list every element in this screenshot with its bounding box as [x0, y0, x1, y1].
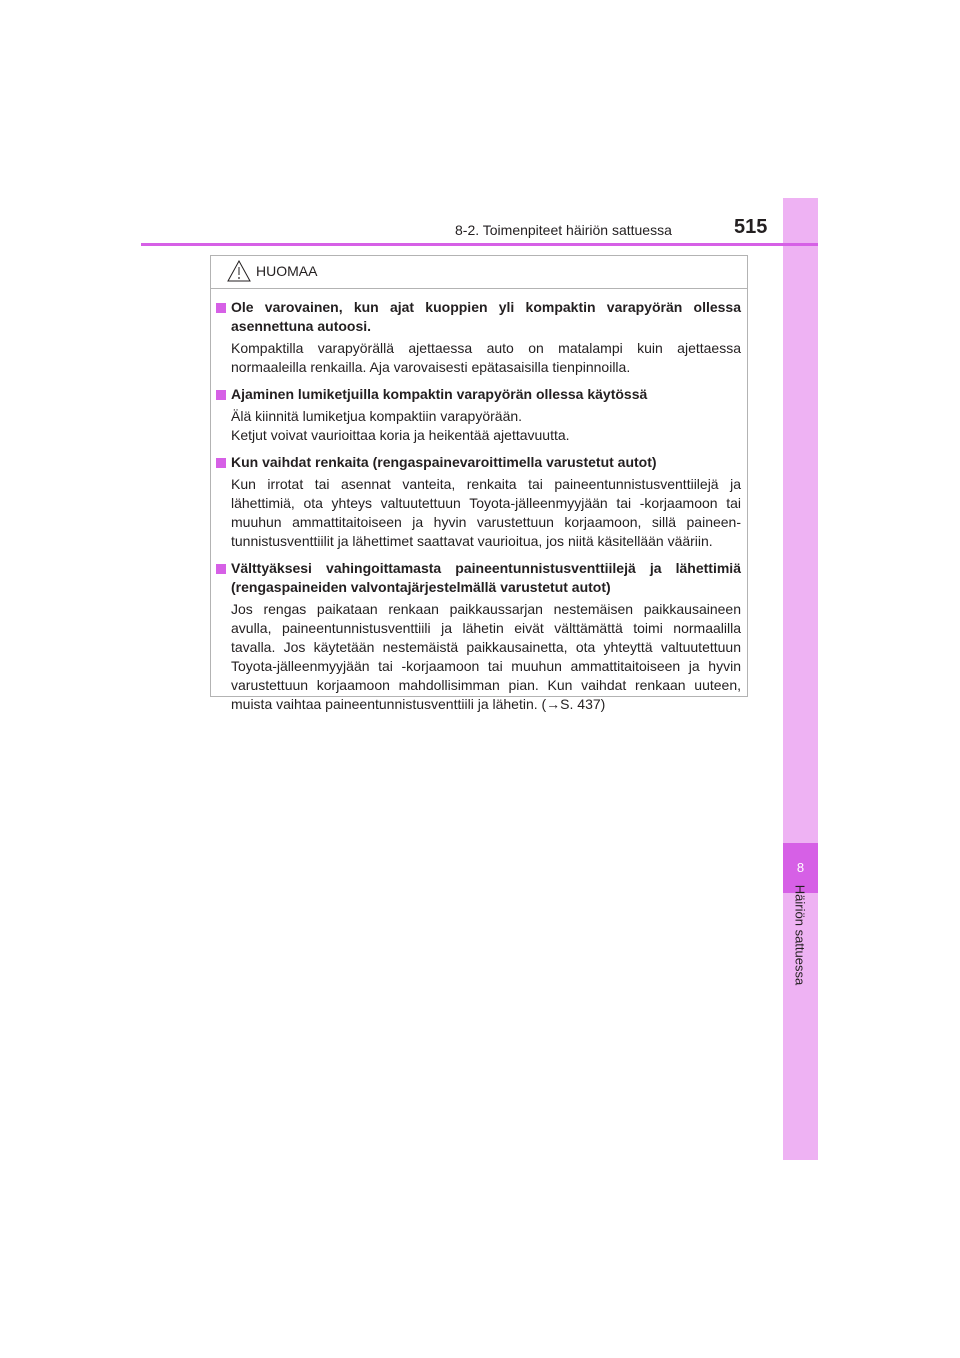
warning-triangle-icon	[227, 260, 251, 282]
square-bullet-icon	[216, 390, 226, 400]
square-bullet-icon	[216, 458, 226, 468]
square-bullet-icon	[216, 564, 226, 574]
notice-body	[211, 289, 747, 714]
item-text	[215, 600, 741, 714]
chapter-tab: 8	[783, 843, 818, 893]
item-heading-text: Ole varovainen, kun ajat kuoppien yli kompaktin varapyörän ollessa asennettuna autoosi.	[231, 299, 741, 334]
item-heading-text: Kun vaihdat renkaita (rengaspainevaroittimella varustetut autot)	[231, 454, 657, 470]
item-text	[215, 475, 741, 551]
item-text	[215, 407, 741, 445]
item-heading	[215, 453, 741, 472]
notice-item	[215, 559, 741, 714]
notice-item	[215, 453, 741, 551]
item-heading	[215, 559, 741, 597]
item-paragraph: Kompaktilla varapyörällä ajettaessa auto on matalampi kuin ajettaessa normaaleilla renkailla. Aja varovaisesti epätasaisilla tienpinnoilla.	[231, 340, 741, 375]
section-title: 8-2. Toimenpiteet häiriön sattuessa	[455, 222, 672, 238]
item-paragraph: Älä kiinnitä lumiketjua kompaktiin varapyörään.	[231, 408, 523, 424]
header-divider	[141, 243, 818, 246]
item-heading-text: Välttyäksesi vahingoittamasta paineentunnistusventtiilejä ja lähettimiä (rengaspaineiden valvontajärjestelmällä varustetut autot)	[231, 560, 741, 595]
item-paragraph: Kun irrotat tai asennat vanteita, renkaita tai paineentunnistusventtiilejä ja lähettimiä, ota yhteys valtuutettuun Toyota-jälleenmyyjään tai -korjaamoon tai muuhun ammattitaitoiseen ja hyvin varustettuun korjaamoon, sillä paineen-tunnistusventtiilit ja lähettimet saattavat vaurioitua, jos niitä käsitellään vääriin.	[231, 476, 741, 549]
notice-item	[215, 298, 741, 377]
side-chapter-strip	[783, 198, 818, 1160]
item-heading	[215, 385, 741, 404]
square-bullet-icon	[216, 303, 226, 313]
item-paragraph: Jos rengas paikataan renkaan paikkaussarjan nestemäisen paikkausaineen avulla, paineentunnistusventtiili ja lähetin eivät välttämättä toimi normaalilla tavalla. Jos käytetään nestemäistä paikkausainetta, ota yhteyttä valtuutettuun Toyota-jälleenmyyjään tai -korjaamoon tai muuhun ammattitaitoiseen ja hyvin varustettuun korjaamoon mahdollisimman pian. Kun vaihdat renkaan uuteen, muista vaihtaa paineentunnistusventtiili ja lähetin. (→S. 437)	[231, 601, 741, 712]
item-heading	[215, 298, 741, 336]
notice-header	[211, 256, 747, 289]
chapter-label: Häiriön sattuessa	[792, 884, 808, 986]
item-heading-text: Ajaminen lumiketjuilla kompaktin varapyörän ollessa käytössä	[231, 386, 648, 402]
notice-box	[210, 255, 748, 712]
notice-title: HUOMAA	[256, 263, 318, 279]
item-text	[215, 339, 741, 377]
notice-item	[215, 385, 741, 445]
item-paragraph: Ketjut voivat vaurioittaa koria ja heikentää ajettavuutta.	[231, 427, 570, 443]
page-number: 515	[734, 216, 768, 238]
